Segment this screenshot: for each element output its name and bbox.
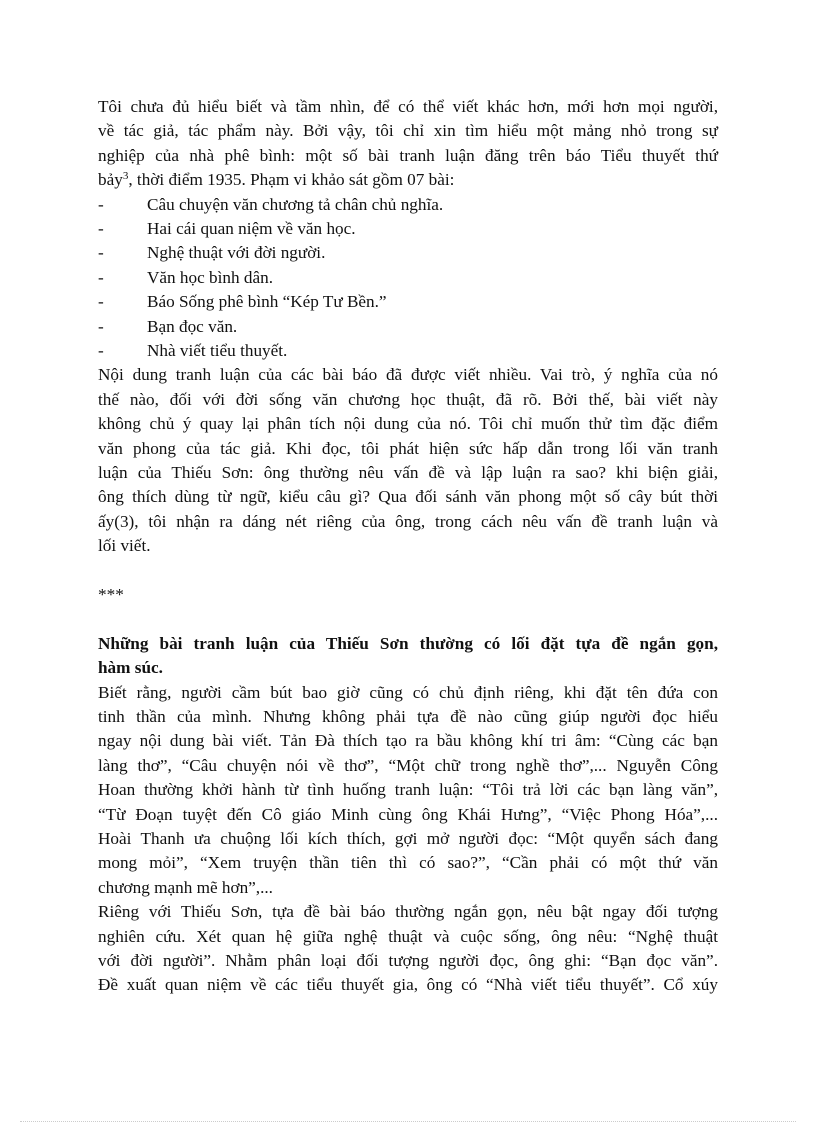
bullet-dash: -	[98, 219, 104, 239]
bullet-dash: -	[98, 340, 104, 360]
list-item	[98, 339, 718, 363]
text-line: ấy(3), tôi nhận ra dáng nét riêng của ông, trong cách nêu vấn đề tranh luận và	[98, 511, 718, 531]
list-item-text: Báo Sống phê bình “Kép Tư Bền.”	[147, 292, 387, 312]
section-heading	[98, 632, 718, 681]
text-line: tinh thần của mình. Nhưng không phải tựa đề nào cũng giúp người đọc hiểu	[98, 707, 718, 726]
text-line: Tôi chưa đủ hiểu biết và tầm nhìn, để có thể viết khác hơn, mới hơn mọi người,	[98, 97, 718, 116]
intro-paragraph	[98, 95, 718, 193]
bullet-dash: -	[98, 292, 104, 312]
text-fragment: bảy	[98, 170, 123, 190]
article-list	[98, 193, 718, 364]
text-line: Riêng với Thiếu Sơn, tựa đề bài báo thường ngắn gọn, nêu bật ngay đối tượng	[98, 902, 718, 922]
list-item-text: Hai cái quan niệm về văn học.	[147, 219, 356, 239]
text-line: với đời người”. Nhằm phân loại đối tượng người đọc, ông ghi: “Bạn đọc văn”.	[98, 951, 718, 971]
text-line: mong mỏi”, “Xem truyện thần tiên thì có sao?”, “Cần phải có một thứ văn	[98, 853, 718, 873]
list-item-text: Nhà viết tiểu thuyết.	[147, 340, 288, 360]
bullet-dash: -	[98, 243, 104, 263]
list-item	[98, 193, 718, 217]
text-line: Nội dung tranh luận của các bài báo đã được viết nhiều. Vai trò, ý nghĩa của nó	[98, 365, 718, 385]
body-paragraph	[98, 363, 718, 558]
text-line	[98, 168, 718, 192]
list-item	[98, 217, 718, 241]
list-item-text: Văn học bình dân.	[147, 267, 274, 287]
text-line: luận của Thiếu Sơn: ông thường nêu vấn đề và lập luận ra sao? khi biện giải,	[98, 462, 718, 482]
heading-line: hàm súc.	[98, 658, 163, 678]
text-line: chương mạnh mẽ hơn”,...	[98, 877, 273, 897]
bullet-dash: -	[98, 316, 104, 336]
text-line: làng thơ”, “Câu chuyện nói về thơ”, “Một chữ trong nghề thơ”,... Nguyễn Công	[98, 755, 718, 775]
text-line: văn phong của tác giả. Khi đọc, tôi phát hiện sức hấp dẫn trong lối văn tranh	[98, 438, 718, 458]
heading-line: Những bài tranh luận của Thiếu Sơn thường có lối đặt tựa đề ngắn gọn,	[98, 633, 718, 653]
list-item	[98, 241, 718, 265]
text-line: nghiên cứu. Xét quan hệ giữa nghệ thuật và cuộc sống, ông nêu: “Nghệ thuật	[98, 926, 718, 946]
body-paragraph	[98, 900, 718, 998]
text-line: Biết rằng, người cầm bút bao giờ cũng có chủ định riêng, khi đặt tên đứa con	[98, 682, 718, 702]
text-line: Đề xuất quan niệm về các tiểu thuyết gia, ông có “Nhà viết tiểu thuyết”. Cổ xúy	[98, 975, 718, 995]
text-line: ông thích dùng từ ngữ, kiểu câu gì? Qua đối sánh văn phong một số cây bút thời	[98, 487, 718, 507]
bullet-dash: -	[98, 267, 104, 287]
section-separator: ***	[98, 585, 124, 604]
list-item-text: Nghệ thuật với đời người.	[147, 243, 326, 263]
text-fragment: , thời điểm 1935. Phạm vi khảo sát gồm 07 bài:	[128, 170, 455, 190]
bullet-dash: -	[98, 194, 104, 214]
text-line: nghiệp của nhà phê bình: một số bài tranh luận đăng trên báo Tiểu thuyết thứ	[98, 145, 718, 165]
text-line: Hoài Thanh ưa chuộng lối kích thích, gợi mở người đọc: “Một quyển sách đang	[98, 829, 718, 849]
text-line: về tác giả, tác phẩm này. Bởi vậy, tôi chỉ xin tìm hiểu một mảng nhỏ trong sự	[98, 121, 718, 141]
text-line: không chủ ý quay lại phân tích nội dung của nó. Tôi chỉ muốn thử tìm đặc điểm	[98, 414, 718, 434]
page-bottom-divider	[20, 1121, 796, 1122]
list-item	[98, 266, 718, 290]
list-item	[98, 290, 718, 314]
list-item	[98, 315, 718, 339]
text-line: lối viết.	[98, 536, 151, 556]
body-paragraph	[98, 681, 718, 901]
document-page	[98, 95, 718, 998]
text-line: “Từ Đoạn tuyệt đến Cô giáo Minh cùng ông Khái Hưng”, “Việc Phong Hóa”,...	[98, 804, 718, 824]
list-item-text: Bạn đọc văn.	[147, 316, 238, 336]
text-line: ngay nội dung bài viết. Tản Đà thích tạo ra bầu không khí tri âm: “Cùng các bạn	[98, 731, 718, 751]
footnote-marker: 3	[122, 170, 129, 183]
text-line: thế nào, đối với đời sống văn chương học thuật, đã rõ. Bởi thế, bài viết này	[98, 389, 718, 409]
list-item-text: Câu chuyện văn chương tả chân chủ nghĩa.	[147, 194, 444, 214]
text-line: Hoan thường khởi hành từ tình huống tranh luận: “Tôi trả lời các bạn làng văn”,	[98, 780, 718, 800]
